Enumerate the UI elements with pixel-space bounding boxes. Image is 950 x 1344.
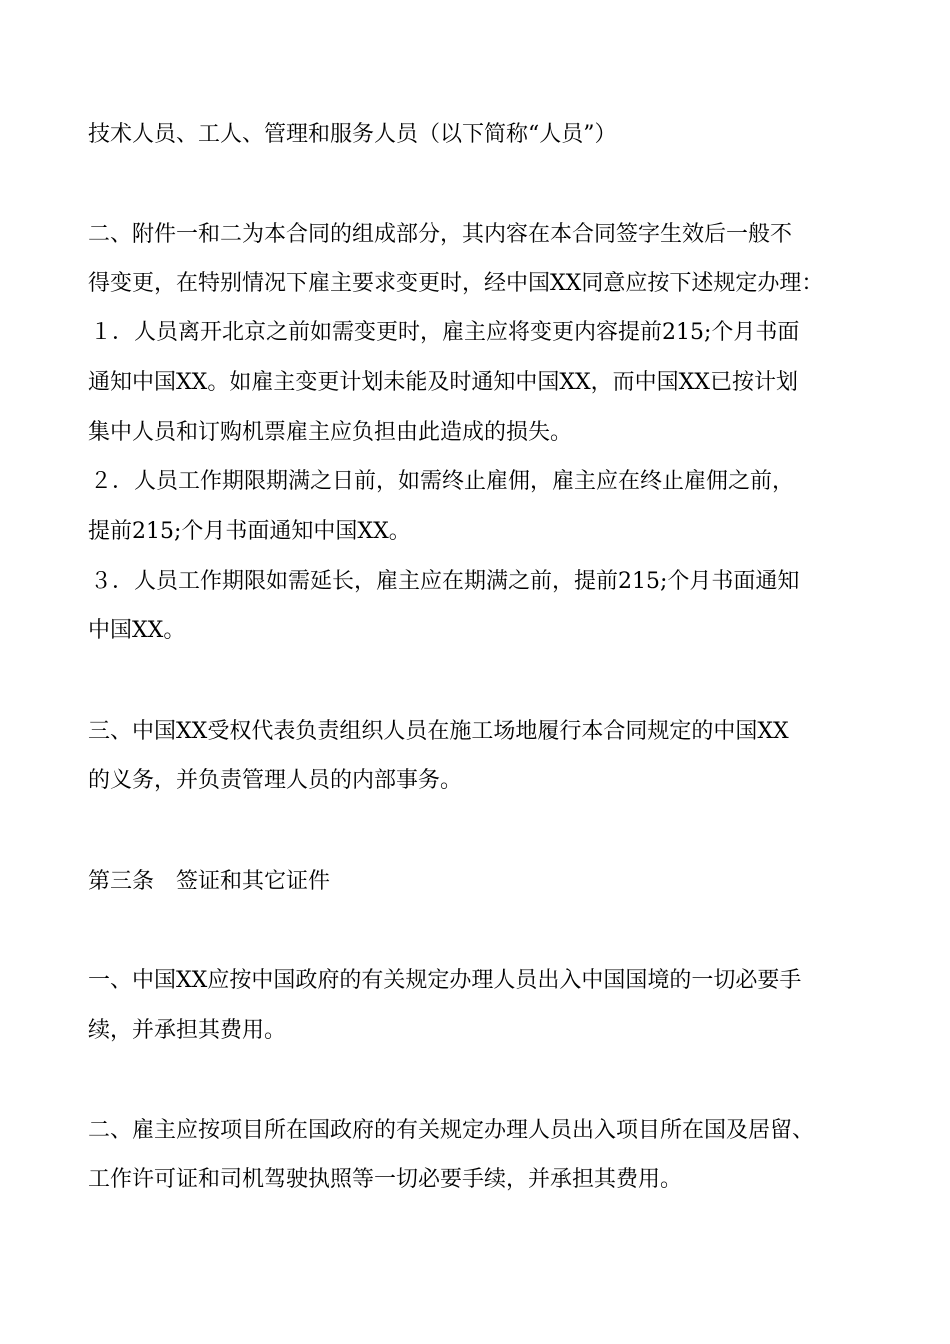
item-1-line-1: １．人员离开北京之前如需变更时，雇主应将变更内容提前215;个月书面 bbox=[90, 320, 800, 345]
clause-3-line-2: 的义务，并负责管理人员的内部事务。 bbox=[88, 768, 463, 793]
clause-3-line-1: 三、中国XX受权代表负责组织人员在施工场地履行本合同规定的中国XX bbox=[88, 719, 789, 744]
visa-clause-2-line-1: 二、雇主应按项目所在国政府的有关规定办理人员出入项目所在国及居留、 bbox=[88, 1118, 815, 1143]
clause-2-line-2: 得变更，在特别情况下雇主要求变更时，经中国XX同意应按下述规定办理： bbox=[88, 271, 824, 296]
visa-clause-2-line-2: 工作许可证和司机驾驶执照等一切必要手续，并承担其费用。 bbox=[88, 1167, 683, 1192]
item-3-line-1: ３．人员工作期限如需延长，雇主应在期满之前，提前215;个月书面通知 bbox=[90, 569, 800, 594]
item-3-line-2: 中国XX。 bbox=[88, 618, 186, 643]
scope-line: 技术人员、工人、管理和服务人员（以下简称“人员”） bbox=[88, 122, 617, 147]
item-2-line-2: 提前215;个月书面通知中国XX。 bbox=[88, 519, 411, 544]
item-1-line-3: 集中人员和订购机票雇主应负担由此造成的损失。 bbox=[88, 420, 573, 445]
visa-clause-1-line-2: 续，并承担其费用。 bbox=[88, 1018, 287, 1043]
clause-2-line-1: 二、附件一和二为本合同的组成部分，其内容在本合同签字生效后一般不 bbox=[88, 222, 793, 247]
item-1-line-2: 通知中国XX。如雇主变更计划未能及时通知中国XX，而中国XX已按计划 bbox=[88, 370, 798, 395]
item-2-line-1: ２．人员工作期限期满之日前，如需终止雇佣，雇主应在终止雇佣之前， bbox=[90, 469, 795, 494]
visa-clause-1-line-1: 一、中国XX应按中国政府的有关规定办理人员出入中国国境的一切必要手 bbox=[88, 968, 802, 993]
article-3-heading: 第三条 签证和其它证件 bbox=[88, 869, 331, 894]
